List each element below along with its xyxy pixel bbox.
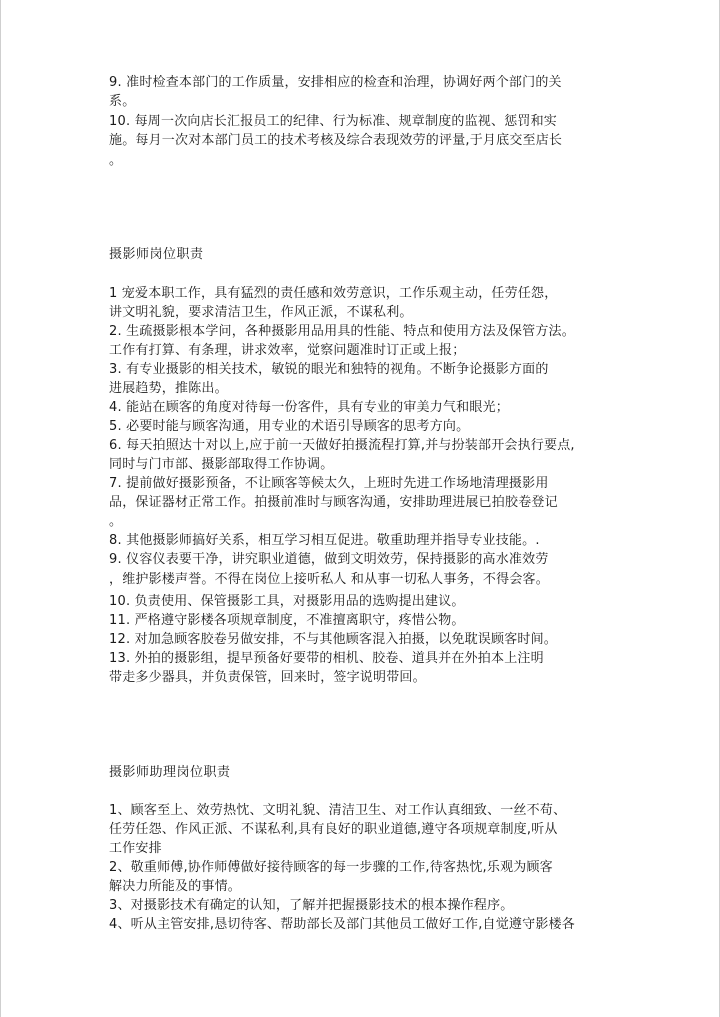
- duty-line: 讲文明礼貌，要求清洁卫生，作风正派，不谋私利。: [109, 305, 413, 320]
- intro-line: 施。每月一次对本部门员工的技术考核及综合表现效劳的评量,于月底交至店长: [109, 133, 563, 148]
- duty-line: 11. 严格遵守影楼各项规章制度，不准擅离职守，疼惜公物。: [109, 613, 465, 628]
- intro-line: 系。: [109, 94, 136, 109]
- duty-line: 同时与门市部、摄影部取得工作协调。: [109, 457, 334, 472]
- duty-line: 1、顾客至上、效劳热忱、文明礼貌、清洁卫生、对工作认真细致、一丝不苟、: [109, 803, 567, 818]
- duty-line: 工作安排: [109, 841, 162, 856]
- duty-line: 10. 负责使用、保管摄影工具，对摄影用品的选购提出建议。: [109, 594, 465, 609]
- intro-line: 9. 准时检查本部门的工作质量，安排相应的检查和治理，协调好两个部门的关: [109, 75, 562, 90]
- section-title-photographer: 摄影师岗位职责: [109, 247, 204, 262]
- duty-line: 7. 提前做好摄影预备，不让顾客等候太久，上班时先进工作场地清理摄影用: [109, 476, 549, 491]
- duty-line: 13. 外拍的摄影组，提早预备好要带的相机、胶卷、道具并在外拍本上注明: [109, 651, 544, 666]
- duty-line: 进展趋势，推陈出。: [109, 381, 228, 396]
- duty-line: 。: [109, 514, 123, 529]
- duty-line: 3、对摄影技术有确定的认知，了解并把握摄影技术的根本操作程序。: [109, 898, 514, 913]
- duty-line: 任劳任怨、作风正派、不谋私利,具有良好的职业道德,遵守各项规章制度,听从: [109, 822, 558, 837]
- duty-line: 工作有打算、有条理，讲求效率，觉察问题准时订正或上报；: [109, 343, 466, 358]
- page-left-edge: [0, 0, 1, 1017]
- intro-line: 10. 每周一次向店长汇报员工的纪律、行为标准、规章制度的监视、惩罚和实: [109, 114, 558, 129]
- duty-line: 1 宠爱本职工作，具有猛烈的责任感和效劳意识，工作乐观主动，任劳任怨，: [109, 286, 558, 301]
- duty-line: 8. 其他摄影师搞好关系，相互学习相互促进。敬重助理并指导专业技能。.: [109, 533, 540, 548]
- duty-line: 12. 对加急顾客胶卷另做安排，不与其他顾客混入拍摄，以免耽误顾客时间。: [109, 632, 558, 647]
- duty-line: 品，保证器材正常工作。拍摄前准时与顾客沟通，安排助理进展已拍胶卷登记: [109, 495, 558, 510]
- intro-line: 。: [109, 153, 123, 168]
- duty-line: 5. 必要时能与顾客沟通，用专业的术语引导顾客的思考方向。: [109, 419, 470, 434]
- duty-line: ，维护影楼声誉。不得在岗位上接听私人 和从事一切私人事务，不得会客。: [109, 572, 549, 587]
- duty-line: 2. 生疏摄影根本学问，各种摄影用品用具的性能、特点和使用方法及保管方法。: [109, 324, 575, 339]
- duty-line: 9. 仪容仪表要干净，讲究职业道德，做到文明效劳，保持摄影的高水准效劳: [109, 552, 549, 567]
- duty-line: 6. 每天拍照达十对以上,应于前一天做好拍摄流程打算,并与扮装部开会执行要点,: [109, 438, 575, 453]
- duty-line: 4、听从主管安排,恳切待客、帮助部长及部门其他员工做好工作,自觉遵守影楼各: [109, 917, 575, 932]
- duty-line: 2、敬重师傅,协作师傅做好接待顾客的每一步骤的工作,待客热忱,乐观为顾客: [109, 860, 553, 875]
- duty-line: 3. 有专业摄影的相关技术，敏锐的眼光和独特的视角。不断争论摄影方面的: [109, 362, 549, 377]
- section-title-assistant: 摄影师助理岗位职责: [109, 765, 231, 780]
- duty-line: 4. 能站在顾客的角度对待每一份客件，具有专业的审美力气和眼光；: [109, 400, 509, 415]
- duty-line: 带走多少器具，并负责保管，回来时，签字说明带回。: [109, 670, 426, 685]
- duty-line: 解决力所能及的事情。: [109, 879, 242, 894]
